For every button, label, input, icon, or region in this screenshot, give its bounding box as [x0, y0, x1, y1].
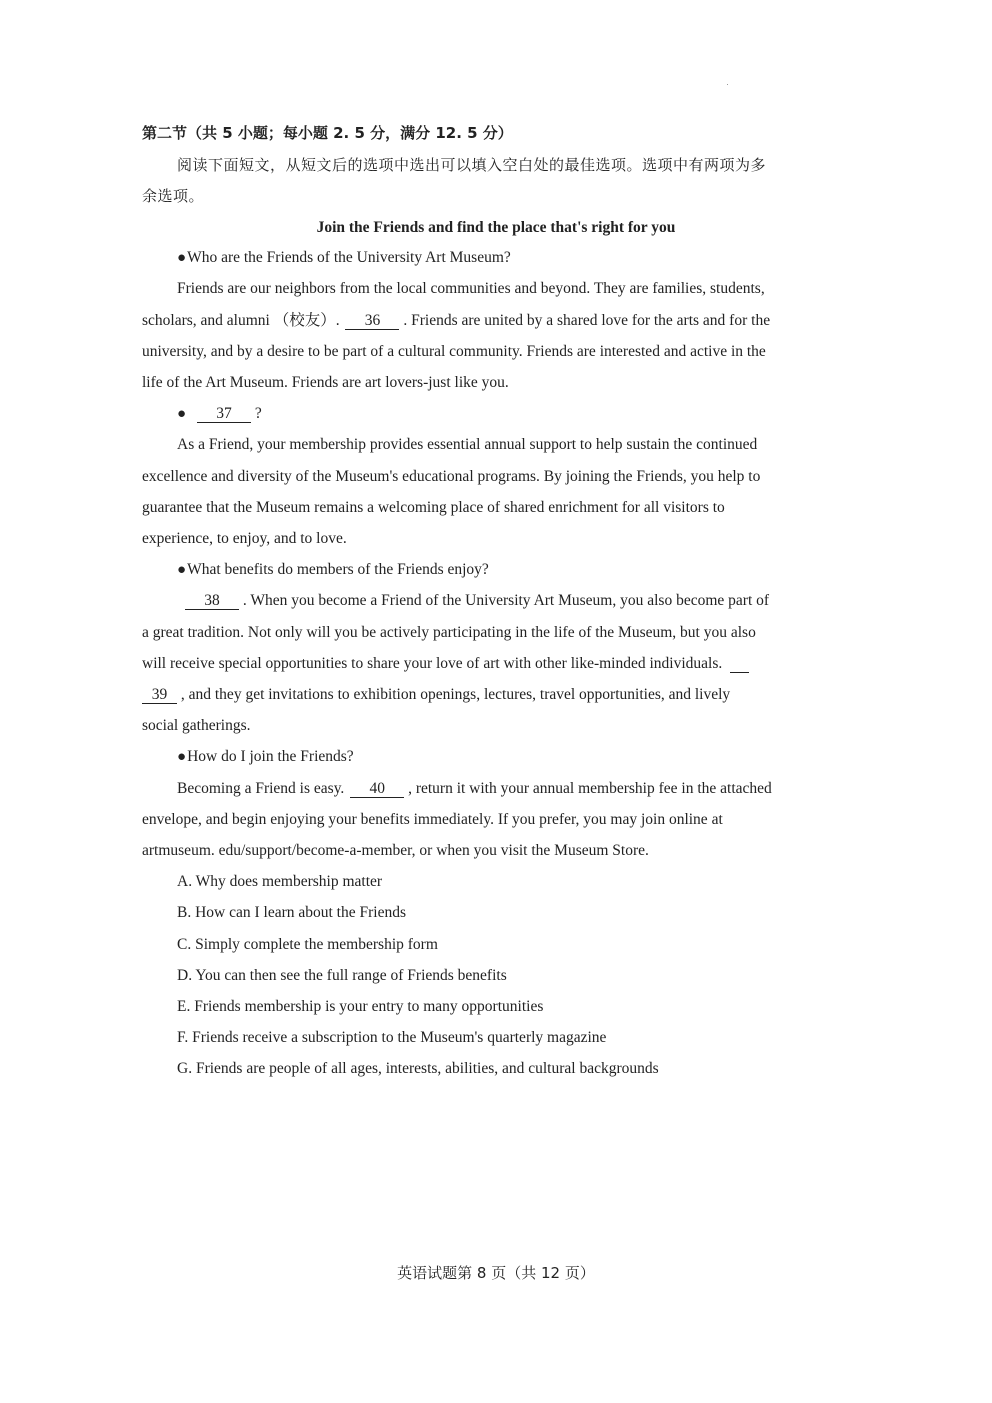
option-b: B. How can I learn about the Friends — [177, 904, 406, 921]
question-heading-2-end: ? — [254, 405, 262, 422]
instruction-line-2: 余选项。 — [142, 187, 205, 205]
page-footer: 英语试题第 8 页（共 12 页） — [397, 1264, 595, 1282]
bullet-icon: ● — [177, 749, 187, 765]
option-c: C. Simply complete the membership form — [177, 936, 438, 953]
paragraph-4-line-1-start: Becoming a Friend is easy. — [177, 780, 345, 797]
blank-36: 36 — [345, 312, 399, 330]
paragraph-3-line-1 — [177, 591, 769, 611]
option-a: A. Why does membership matter — [177, 873, 383, 890]
question-heading-3 — [177, 560, 489, 580]
blank-37: 37 — [197, 405, 251, 423]
section-header: 第二节（共 5 小题；每小题 2. 5 分，满分 12. 5 分） — [142, 124, 513, 142]
option-d: D. You can then see the full range of Friends benefits — [177, 967, 507, 984]
blank-38: 38 — [185, 592, 239, 610]
paragraph-1-line-1: Friends are our neighbors from the local communities and beyond. They are families, students, — [177, 280, 765, 297]
paragraph-3-line-5: social gatherings. — [142, 717, 251, 734]
paragraph-1-line-2 — [142, 311, 770, 331]
option-f: F. Friends receive a subscription to the Museum's quarterly magazine — [177, 1029, 607, 1046]
blank-39: 39 — [142, 686, 177, 704]
bullet-icon: ● — [177, 406, 187, 422]
paragraph-4-line-1-end: , return it with your annual membership fee in the attached — [408, 780, 772, 797]
question-heading-4-text: How do I join the Friends? — [187, 748, 354, 765]
paragraph-1-line-4: life of the Art Museum. Friends are art lovers-just like you. — [142, 374, 509, 391]
question-heading-2 — [177, 404, 262, 424]
bullet-icon: ● — [177, 562, 187, 578]
paragraph-4-line-3: artmuseum. edu/support/become-a-member, or when you visit the Museum Store. — [142, 842, 649, 859]
paragraph-2-line-3: guarantee that the Museum remains a welcoming place of shared enrichment for all visitors to — [142, 499, 725, 516]
paragraph-3-line-1-end: . When you become a Friend of the University Art Museum, you also become part of — [242, 592, 770, 609]
paragraph-2-line-1: As a Friend, your membership provides essential annual support to help sustain the continued — [177, 436, 758, 453]
option-g: G. Friends are people of all ages, interests, abilities, and cultural backgrounds — [177, 1060, 659, 1077]
paragraph-1-line-3: university, and by a desire to be part of a cultural community. Friends are interested and active in the — [142, 343, 766, 360]
question-heading-1-text: Who are the Friends of the University Art Museum? — [187, 249, 511, 266]
paragraph-3-line-2: a great tradition. Not only will you be actively participating in the life of the Museum, but you also — [142, 624, 756, 641]
question-heading-3-text: What benefits do members of the Friends enjoy? — [187, 561, 489, 578]
question-heading-1 — [177, 248, 511, 268]
paragraph-2-line-2: excellence and diversity of the Museum's educational programs. By joining the Friends, you help to — [142, 468, 761, 485]
passage-title: Join the Friends and find the place that's right for you — [316, 219, 676, 236]
instruction-line-1: 阅读下面短文，从短文后的选项中选出可以填入空白处的最佳选项。选项中有两项为多 — [177, 156, 767, 174]
paragraph-3-line-3-text: will receive special opportunities to share your love of art with other like-minded individuals. — [142, 655, 723, 672]
question-heading-4 — [177, 747, 354, 767]
paragraph-2-line-4: experience, to enjoy, and to love. — [142, 530, 347, 547]
blank-39-start — [730, 655, 749, 673]
paragraph-3-line-4-end: , and they get invitations to exhibition openings, lectures, travel opportunities, and lively — [180, 686, 731, 703]
scan-speck — [727, 84, 728, 85]
option-e: E. Friends membership is your entry to many opportunities — [177, 998, 544, 1015]
paragraph-1-line-2-end: . Friends are united by a shared love for the arts and for the — [403, 312, 771, 329]
paragraph-4-line-2: envelope, and begin enjoying your benefits immediately. If you prefer, you may join online at — [142, 811, 723, 828]
bullet-icon: ● — [177, 250, 187, 266]
paragraph-4-line-1 — [177, 779, 772, 799]
paragraph-1-line-2-start: scholars, and alumni （校友）. — [142, 312, 340, 329]
paragraph-3-line-3 — [142, 654, 749, 674]
blank-40: 40 — [350, 780, 404, 798]
paragraph-3-line-4 — [142, 685, 730, 705]
